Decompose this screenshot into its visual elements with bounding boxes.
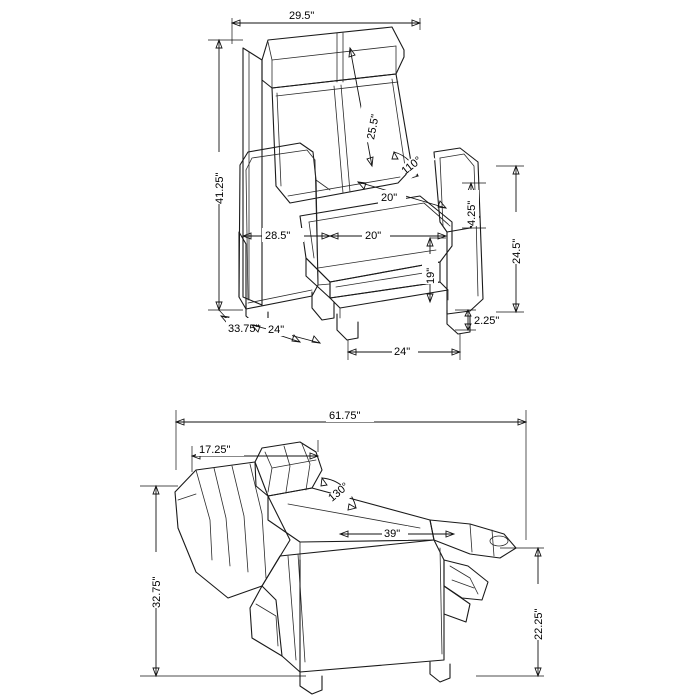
- dim-base-width: 24": [394, 346, 411, 358]
- upright-chair-illustration: [239, 27, 483, 340]
- dim-base-depth: 24": [268, 324, 285, 336]
- dim-reclined-length: 61.75": [329, 410, 361, 422]
- dim-overall-height: 41.25": [214, 172, 226, 204]
- dim-seat-height: 19": [425, 267, 437, 284]
- dim-back-cushion-height: 25.5": [365, 113, 382, 141]
- dim-footrest-height: 22.25": [533, 608, 545, 640]
- dim-recline-angle: 130°: [326, 480, 352, 505]
- dim-arm-height: 24.5": [511, 238, 523, 264]
- reclined-view-dimensions: [140, 408, 546, 676]
- dim-top-width: 29.5": [289, 10, 315, 22]
- dim-headrest-length: 17.25": [199, 444, 231, 456]
- dim-seat-depth-inner: 20": [381, 192, 398, 204]
- dim-side-depth: 28.5": [265, 230, 291, 242]
- dim-arm-width: 4.25": [466, 200, 478, 226]
- dim-reclined-height: 32.75": [151, 576, 163, 608]
- dim-leg-height: 2.25": [474, 315, 500, 327]
- reclined-chair-illustration: [175, 442, 516, 694]
- dim-back-angle: 110°: [399, 154, 425, 178]
- dim-seat-width-inner: 20": [365, 230, 382, 242]
- dim-overall-depth: 33.75": [228, 323, 260, 335]
- dim-reclined-seat-length: 39": [384, 528, 401, 540]
